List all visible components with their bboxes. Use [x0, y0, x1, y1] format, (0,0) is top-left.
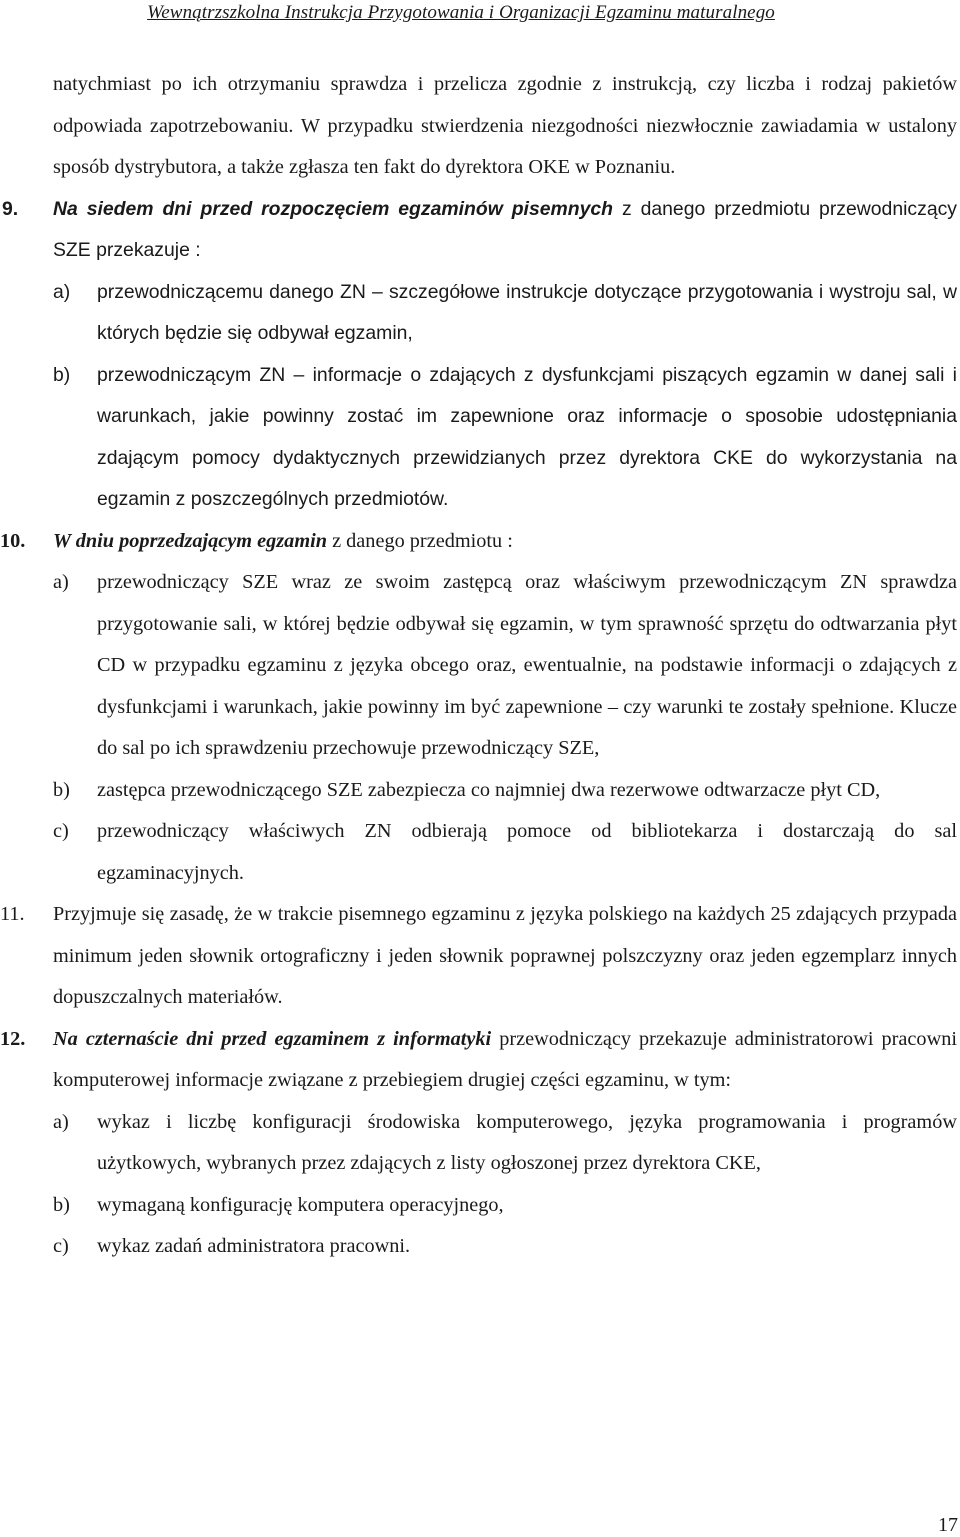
section-9-item-a	[53, 272, 957, 355]
section-10-item-a	[53, 562, 957, 770]
item-letter: b)	[53, 778, 70, 801]
item-text: przewodniczący właściwych ZN odbierają pomoce od bibliotekarza i dostarczają do sal egzaminacyjnych.	[97, 820, 957, 884]
section-12-item-c	[53, 1226, 957, 1268]
section-12-number: 12.	[0, 1027, 26, 1050]
section-12-rest: przewodniczący przekazuje administratorowi pracowni komputerowej informacje związane z przebiegiem drugiej części egzaminu, w tym:	[53, 1027, 957, 1091]
section-12-lead: Na czternaście dni przed egzaminem z informatyki	[53, 1027, 492, 1050]
intro-paragraph: natychmiast po ich otrzymaniu sprawdza i przelicza zgodnie z instrukcją, czy liczba i rodzaj pakietów odpowiada zapotrzebowaniu. W przypadku stwierdzenia niezgodności niezwłocznie zawiadamia w ustalony sposób dystrybutora, a także zgłasza ten fakt do dyrektora OKE w Poznaniu.	[53, 73, 957, 178]
item-text: wykaz i liczbę konfiguracji środowiska komputerowego, języka programowania i programów użytkowych, wybranych przez zdających z listy ogłoszonej przez dyrektora CKE,	[97, 1110, 957, 1174]
item-text: przewodniczącym ZN – informacje o zdających z dysfunkcjami piszących egzamin w danej sali i warunkach, jakie powinny zostać im zapewnione oraz informacje o sposobie udostępniania zdającym pomocy dydaktycznych przewidzianych przez dyrektora CKE do wykorzystania na egzamin z poszczególnych przedmiotów.	[97, 363, 957, 510]
item-letter: c)	[53, 1235, 69, 1257]
section-12-item-a	[53, 1102, 957, 1185]
section-10-lead: W dniu poprzedzającym egzamin	[53, 529, 328, 552]
section-11-text: Przyjmuje się zasadę, że w trakcie pisemnego egzaminu z języka polskiego na każdych 25 zdających przypada minimum jeden słownik ortograficzny i jeden słownik poprawnej polszczyzny oraz jeden egzemplarz innych dopuszczalnych materiałów.	[53, 903, 957, 1008]
section-10-item-b	[53, 770, 957, 812]
section-9	[2, 189, 957, 521]
section-9-rest: z danego przedmiotu przewodniczący SZE przekazuje :	[53, 197, 957, 261]
section-10-item-c	[53, 811, 957, 894]
item-text: przewodniczący SZE wraz ze swoim zastępcą oraz właściwym przewodniczącym ZN sprawdza przygotowanie sali, w której będzie odbywał się egzamin, w tym sprawność sprzętu do odtwarzania płyt CD w przypadku egzaminu z języka obcego oraz, ewentualnie, na podstawie informacji o zdających z dysfunkcjami i warunkach, jakie powinny im być zapewnione – czy warunki te zostały spełnione. Klucze do sal po ich sprawdzeniu przechowuje przewodniczący SZE,	[97, 571, 957, 759]
item-letter: b)	[53, 363, 71, 386]
item-letter: a)	[53, 1110, 69, 1133]
section-12-item-b	[53, 1185, 957, 1227]
section-10-rest: z danego przedmiotu :	[327, 529, 513, 552]
section-10	[0, 521, 957, 895]
item-letter: b)	[53, 1193, 70, 1216]
item-letter: a)	[53, 571, 69, 593]
section-12	[0, 1019, 957, 1268]
item-letter: c)	[53, 820, 69, 842]
section-11-number: 11.	[0, 903, 25, 925]
item-letter: a)	[53, 280, 71, 303]
section-10-number: 10.	[0, 529, 26, 552]
page-number: 17	[938, 1514, 958, 1536]
section-9-lead-paragraph	[53, 189, 957, 272]
section-9-item-b	[53, 355, 957, 521]
header-title: Wewnątrzszkolna Instrukcja Przygotowania i Organizacji Egzaminu maturalnego	[147, 2, 775, 23]
section-9-lead: Na siedem dni przed rozpoczęciem egzaminów pisemnych	[53, 197, 614, 220]
section-9-number: 9.	[2, 197, 19, 220]
item-text: wymaganą konfigurację komputera operacyjnego,	[97, 1193, 504, 1216]
item-text: wykaz zadań administratora pracowni.	[97, 1235, 411, 1257]
section-10-lead-paragraph	[53, 521, 957, 563]
page-header	[0, 0, 960, 28]
item-text: zastępca przewodniczącego SZE zabezpiecza co najmniej dwa rezerwowe odtwarzacze płyt CD,	[97, 778, 881, 801]
section-11	[0, 894, 957, 1019]
section-12-lead-paragraph	[53, 1019, 957, 1102]
item-text: przewodniczącemu danego ZN – szczegółowe instrukcje dotyczące przygotowania i wystroju sal, w których będzie się odbywał egzamin,	[97, 280, 957, 344]
document-body	[0, 64, 957, 1268]
